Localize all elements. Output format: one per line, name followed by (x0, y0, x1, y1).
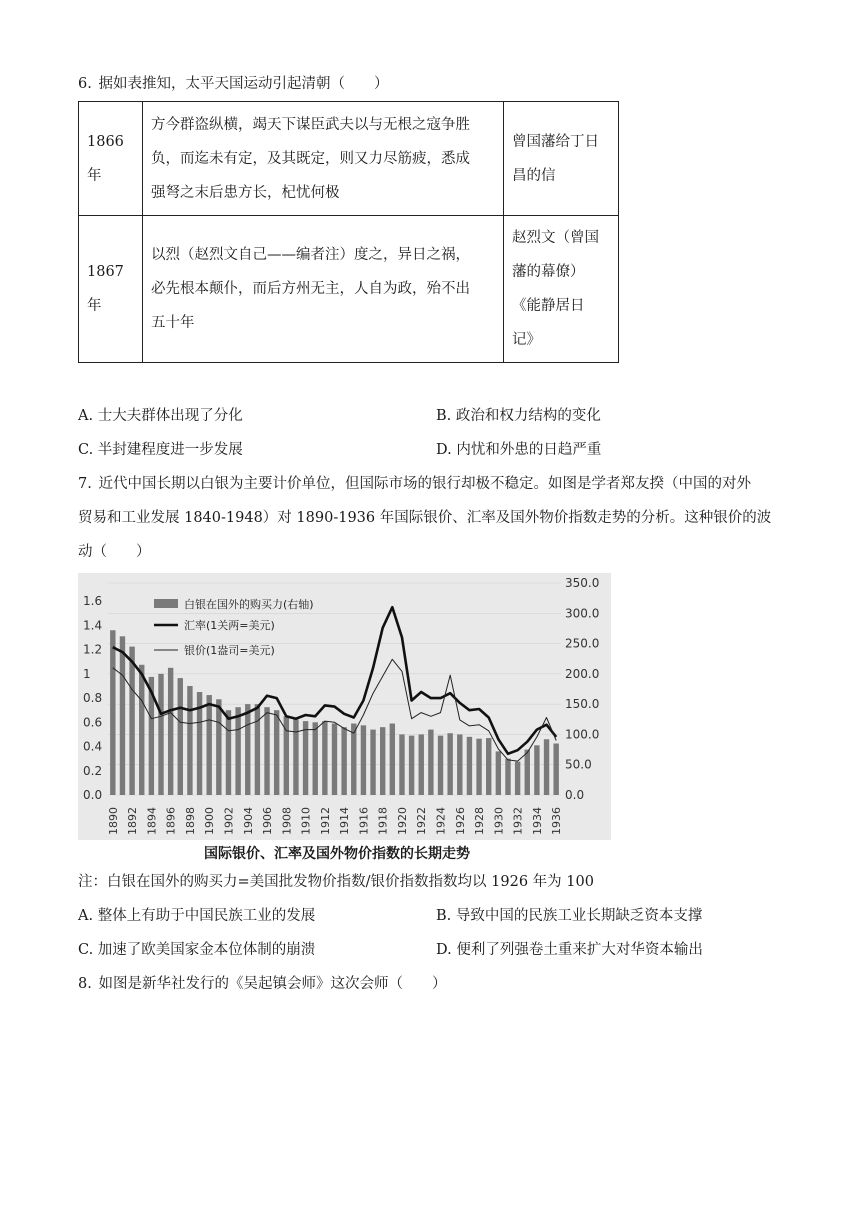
table-row (79, 102, 619, 216)
question-8-stem (78, 974, 446, 994)
question-number: 7. (78, 476, 92, 492)
bar (370, 730, 375, 795)
question-7-stem (78, 474, 751, 494)
x-tick-label: 1910 (299, 807, 313, 835)
chart-svg (78, 573, 611, 840)
bar (419, 734, 424, 795)
bar (255, 704, 260, 795)
bar (447, 733, 452, 795)
left-tick-label: 1.2 (83, 642, 103, 657)
bar (467, 737, 472, 795)
bar (486, 738, 491, 795)
year-unit: 年 (87, 298, 102, 314)
question-text: 如图是新华社发行的《吴起镇会师》这次会师（ ） (98, 976, 447, 992)
x-tick-label: 1922 (415, 807, 429, 835)
quote-line: 必先根本颠仆，而后方州无主，人自为政，殆不出 (151, 281, 470, 297)
bar (274, 710, 279, 795)
left-tick-label: 0.0 (83, 788, 103, 802)
right-tick-label: 0.0 (565, 788, 585, 802)
source-line: 记》 (512, 332, 541, 348)
bar (129, 647, 134, 795)
bar (534, 745, 539, 795)
right-tick-label: 350.0 (565, 576, 600, 590)
quote-line: 五十年 (151, 315, 195, 331)
source-line: 曾国藩给丁日 (512, 133, 599, 150)
bar (264, 707, 269, 795)
x-tick-label: 1902 (222, 807, 236, 835)
x-tick-label: 1934 (530, 807, 544, 835)
bar (361, 725, 366, 795)
chart-caption: 国际银价、汇率及国外物价指数的长期走势 (204, 846, 470, 862)
bar (293, 719, 298, 795)
source-line: 昌的信 (512, 167, 556, 184)
source-line: 《能静居日 (512, 298, 585, 314)
left-tick-label: 1 (83, 666, 91, 681)
table-cell-source (504, 216, 619, 363)
table-row (79, 216, 619, 363)
option-b[interactable]: B. 导致中国的民族工业长期缺乏资本支撑 (436, 908, 703, 924)
x-tick-label: 1930 (492, 807, 506, 835)
bar (235, 707, 240, 795)
source-line: 赵烈文（曾国 (512, 230, 599, 246)
bar (553, 744, 558, 795)
bar (399, 734, 404, 795)
bar (158, 674, 163, 795)
bar (120, 636, 125, 795)
bar (380, 727, 385, 795)
bar (332, 724, 337, 795)
quote-line: 负，而迄未有定，及其既定，则又力尽筋疲，悉成 (151, 150, 470, 167)
x-tick-label: 1936 (550, 807, 564, 835)
bar (505, 759, 510, 795)
table-cell-year (79, 102, 143, 216)
x-tick-label: 1890 (106, 807, 120, 835)
table-cell-quote (143, 216, 504, 363)
bar (303, 721, 308, 795)
legend-label: 银价(1盎司=美元) (184, 644, 275, 657)
option-a[interactable]: A. 士大夫群体出现了分化 (78, 408, 243, 424)
option-c[interactable]: C. 加速了欧美国家金本位体制的崩溃 (78, 942, 316, 958)
source-table (78, 101, 619, 363)
question-text: 据如表推知，太平天国运动引起清朝（ ） (98, 76, 389, 92)
bar (341, 727, 346, 795)
left-tick-label: 1.4 (83, 618, 103, 633)
question-7-stem-line3: 动（ ） (78, 544, 151, 560)
bar (409, 736, 414, 795)
legend-label: 白银在国外的购买力(右轴) (184, 598, 314, 611)
right-tick-label: 150.0 (565, 697, 600, 712)
silver-price-chart (78, 573, 611, 840)
bar (457, 734, 462, 795)
x-tick-label: 1896 (164, 807, 178, 835)
legend-label: 汇率(1关两=美元) (184, 619, 275, 632)
bar (245, 704, 250, 795)
legend-swatch (154, 599, 178, 608)
bar (496, 751, 501, 795)
x-tick-label: 1906 (261, 807, 275, 835)
bar (351, 724, 356, 795)
x-tick-label: 1898 (183, 807, 197, 835)
bar (390, 724, 395, 795)
question-number: 8. (78, 976, 92, 992)
bar (110, 630, 115, 795)
bar (476, 739, 481, 795)
x-tick-label: 1920 (395, 807, 409, 835)
quote-line: 以烈（赵烈文自己——编者注）度之，异日之祸， (151, 247, 470, 263)
bar (313, 722, 318, 795)
right-tick-label: 300.0 (565, 606, 600, 621)
right-tick-label: 100.0 (565, 727, 600, 742)
x-tick-label: 1912 (318, 807, 332, 835)
x-tick-label: 1932 (511, 807, 525, 835)
option-d[interactable]: D. 内忧和外患的日趋严重 (436, 442, 602, 458)
year-number: 1866 (87, 133, 124, 150)
x-tick-label: 1924 (434, 807, 448, 835)
option-c[interactable]: C. 半封建程度进一步发展 (78, 442, 243, 458)
right-tick-label: 50.0 (565, 757, 592, 772)
bar (515, 762, 520, 795)
bar (438, 736, 443, 795)
x-tick-label: 1904 (241, 807, 255, 835)
bar (226, 710, 231, 795)
quote-line: 强弩之末后患方长，杞忧何极 (151, 184, 340, 201)
left-tick-label: 1.6 (83, 594, 103, 609)
bar (216, 699, 221, 795)
x-tick-label: 1900 (203, 807, 217, 835)
x-tick-label: 1908 (280, 807, 294, 835)
question-text: 近代中国长期以白银为主要计价单位，但国际市场的银行却极不稳定。如图是学者郑友揆（中国的对外 (98, 476, 751, 492)
bar (187, 686, 192, 795)
table-cell-quote (143, 102, 504, 216)
question-6-stem (78, 74, 388, 94)
bar (544, 739, 549, 795)
question-number: 6. (78, 76, 92, 92)
table-cell-source (504, 102, 619, 216)
table-cell-year (79, 216, 143, 363)
bar (428, 730, 433, 795)
right-tick-label: 200.0 (565, 666, 600, 681)
chart-note: 注：白银在国外的购买力=美国批发物价指数/银价指数指数均以 1926 年为 100 (78, 874, 594, 890)
year-unit: 年 (87, 167, 102, 184)
x-tick-label: 1916 (357, 807, 371, 835)
x-tick-label: 1926 (453, 807, 467, 835)
question-7-stem-line2: 贸易和工业发展 1840-1948）对 1890-1936 年国际银价、汇率及国外物价指数走势的分析。这种银价的波 (78, 510, 772, 526)
bar (207, 695, 212, 795)
left-tick-label: 0.2 (83, 763, 103, 778)
option-d[interactable]: D. 便利了列强卷土重来扩大对华资本输出 (436, 942, 703, 958)
x-tick-label: 1894 (145, 807, 159, 835)
right-tick-label: 250.0 (565, 636, 600, 651)
option-b[interactable]: B. 政治和权力结构的变化 (436, 408, 601, 424)
bar (525, 750, 530, 795)
x-tick-label: 1892 (126, 807, 140, 835)
x-tick-label: 1918 (376, 807, 390, 835)
source-line: 藩的幕僚） (512, 264, 585, 280)
year-number: 1867 (87, 264, 124, 280)
x-tick-label: 1914 (338, 807, 352, 835)
option-a[interactable]: A. 整体上有助于中国民族工业的发展 (78, 908, 316, 924)
left-tick-label: 0.6 (83, 715, 103, 730)
bar (139, 665, 144, 795)
bar (178, 678, 183, 795)
bar (168, 668, 173, 795)
bar (322, 721, 327, 795)
quote-line: 方今群盗纵横，竭天下谋臣武夫以与无根之寇争胜 (151, 116, 470, 133)
left-tick-label: 0.4 (83, 739, 103, 754)
x-tick-label: 1928 (473, 807, 487, 835)
left-tick-label: 0.8 (83, 691, 103, 706)
